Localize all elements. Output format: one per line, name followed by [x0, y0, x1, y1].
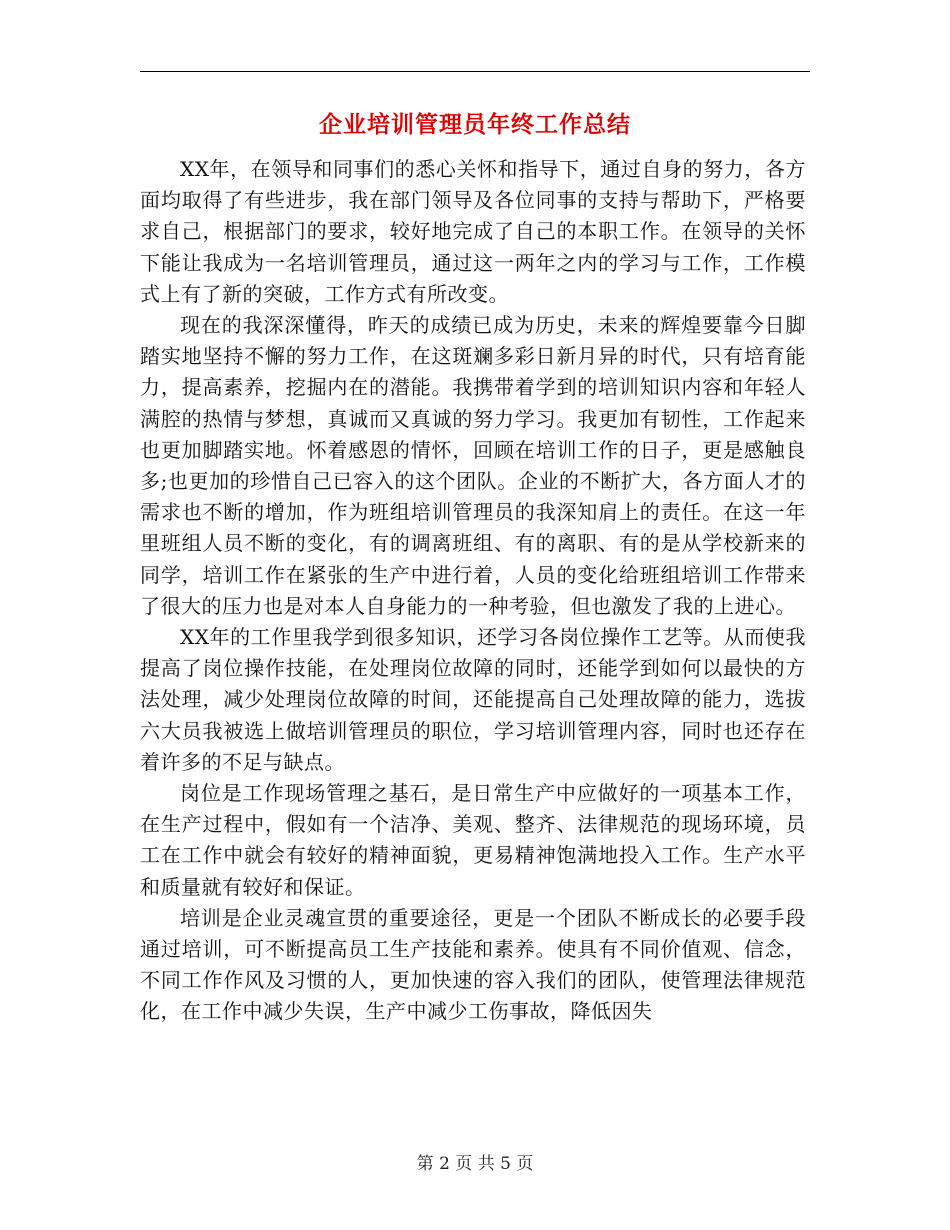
header-rule	[140, 71, 810, 72]
document-body	[140, 154, 806, 1028]
paragraph-3: XX年的工作里我学到很多知识，还学习各岗位操作工艺等。从而使我提高了岗位操作技能，在处理岗位故障的同时，还能学到如何以最快的方法处理，减少处理岗位故障的时间，还能提高自己处理故障的能力，选拔六大员我被选上做培训管理员的职位，学习培训管理内容，同时也还存在着许多的不足与缺点。	[140, 625, 806, 774]
paragraph-2: 现在的我深深懂得，昨天的成绩已成为历史，未来的辉煌要靠今日脚踏实地坚持不懈的努力工作，在这斑斓多彩日新月异的时代，只有培育能力，提高素养，挖掘内在的潜能。我携带着学到的培训知识内容和年轻人满腔的热情与梦想，真诚而又真诚的努力学习。我更加有韧性，工作起来也更加脚踏实地。怀着感恩的情怀，回顾在培训工作的日子，更是感触良多;也更加的珍惜自己已容入的这个团队。企业的不断扩大，各方面人才的需求也不断的增加，作为班组培训管理员的我深知肩上的责任。在这一年里班组人员不断的变化，有的调离班组、有的离职、有的是从学校新来的同学，培训工作在紧张的生产中进行着，人员的变化给班组培训工作带来了很大的压力也是对本人自身能力的一种考验，但也激发了我的上进心。	[140, 313, 806, 618]
paragraph-5: 培训是企业灵魂宣贯的重要途径，更是一个团队不断成长的必要手段通过培训，可不断提高员工生产技能和素养。使具有不同价值观、信念，不同工作作风及习惯的人，更加快速的容入我们的团队，使管理法律规范化，在工作中减少失误，生产中减少工伤事故，降低因失	[140, 905, 806, 1024]
document-title: 企业培训管理员年终工作总结	[319, 112, 631, 138]
page-number-footer: 第 2 页 共 5 页	[416, 1154, 534, 1174]
paragraph-4: 岗位是工作现场管理之基石，是日常生产中应做好的一项基本工作，在生产过程中，假如有一个洁净、美观、整齐、法律规范的现场环境，员工在工作中就会有较好的精神面貌，更易精神饱满地投入工作。生产水平和质量就有较好和保证。	[140, 781, 806, 899]
paragraph-1: XX年，在领导和同事们的悉心关怀和指导下，通过自身的努力，各方面均取得了有些进步，我在部门领导及各位同事的支持与帮助下，严格要求自己，根据部门的要求，较好地完成了自己的本职工作。在领导的关怀下能让我成为一名培训管理员，通过这一两年之内的学习与工作，工作模式上有了新的突破，工作方式有所改变。	[140, 157, 806, 306]
